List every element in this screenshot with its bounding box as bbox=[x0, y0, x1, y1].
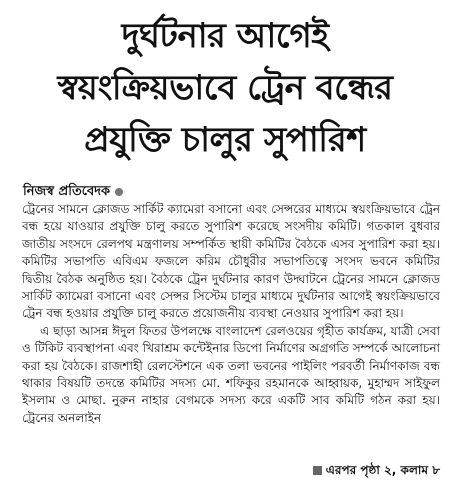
headline-line: স্বয়ংক্রিয়ভাবে ট্রেন বন্ধের bbox=[57, 68, 393, 108]
continuation-note bbox=[313, 462, 440, 482]
headline-line: প্রযুক্তি চালুর সুপারিশ bbox=[84, 120, 366, 160]
byline-text: নিজস্ব প্রতিবেদক bbox=[23, 184, 111, 199]
headline-line: দুর্ঘটনার আগেই bbox=[121, 16, 329, 56]
square-icon bbox=[313, 466, 322, 475]
headline bbox=[0, 10, 450, 166]
paragraph: এ ছাড়া আসন্ন ঈদুল ফিতর উপলক্ষে বাংলাদেশ রেলওয়ের গৃহীত কার্যক্রম, যাত্রী সেবা ও টিকিট ব্যবস্থাপনা এবং খিরাশ্রম কন্টেইনার ডিপো নির্মাণের অগ্রগতি সম্পর্কে আলোচনা করা হয় বৈঠকে। রাজশাহী রেলস্টেশনে এক তলা ভবনের পাইলিং পরবর্তী নির্মাণকাজ বন্ধ থাকার বিষয়টি তদন্তে কমিটির সদস্য মো. শফিকুর রহমানকে আহ্বায়ক, মুহাম্মদ সাইফুল ইসলাম ও মোছা. নুরুন নাহার বেগমকে সদস্য করে একটি সাব কমিটি গঠন করা হয়। ট্রেনের অনলাইন bbox=[22, 323, 440, 425]
article-body bbox=[22, 201, 440, 427]
paragraph: ট্রেনের সামনে ক্লোজড সার্কিট ক্যামেরা বসানো এবং সেন্সরের মাধ্যমে স্বয়ংক্রিয়ভাবে ট্রেন বন্ধ হয়ে যাওয়ার প্রযুক্তি চালু করতে সুপারিশ করেছে সংসদীয় কমিটি। গতকাল বুধবার জাতীয় সংসদে রেলপথ মন্ত্রণালয় সম্পর্কিত স্থায়ী কমিটির বৈঠকে এসব সুপারিশ করা হয়। কমিটির সভাপতি এবিএম ফজলে করিম চৌধুরীর সভাপতিত্বে সংসদ ভবনে কমিটির দ্বিতীয় বৈঠক অনুষ্ঠিত হয়। বৈঠকে ট্রেন দুর্ঘটনার কারণ উদ্ঘাটনে ট্রেনের সামনে ক্লোজড সার্কিট ক্যামেরা বসানো এবং সেন্সর সিস্টেম চালুর মাধ্যমে দুর্ঘটনার আগেই স্বয়ংক্রিয়ভাবে ট্রেন বন্ধ হওয়ার প্রযুক্তি চালু করতে প্রয়োজনীয় ব্যবস্থা নেওয়ার সুপারিশ করা হয়। bbox=[22, 202, 440, 321]
continuation-text: এরপর পৃষ্ঠা ২, কলাম ৮ bbox=[325, 463, 440, 477]
byline bbox=[23, 184, 123, 200]
bullet-icon bbox=[115, 188, 123, 196]
